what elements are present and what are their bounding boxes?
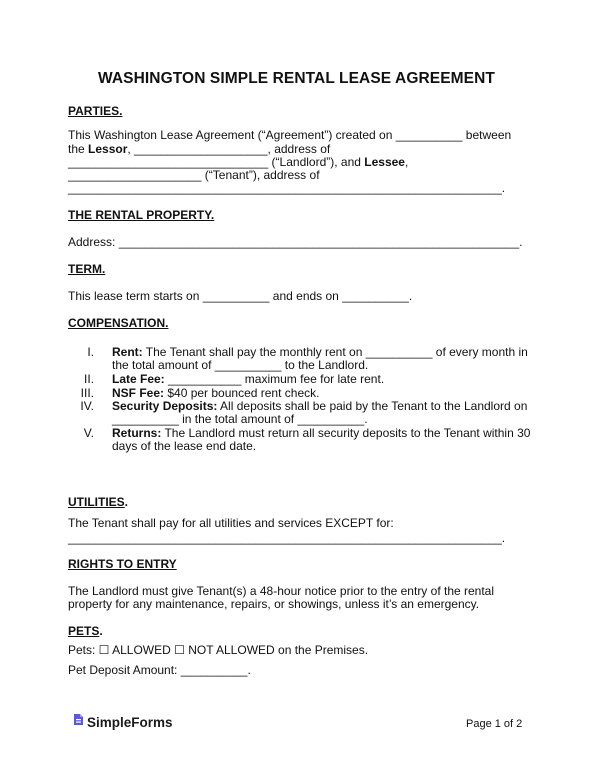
rights-to-entry-heading: RIGHTS TO ENTRY [68, 557, 177, 571]
list-item: Security Deposits: All deposits shall be paid by the Tenant to the Landlord on [112, 399, 528, 413]
list-item-number: V. [83, 426, 94, 440]
list-item-number: II. [83, 372, 94, 386]
list-item-continuation: days of the lease end date. [112, 439, 257, 453]
pets-heading: PETS [68, 624, 100, 638]
list-item: NSF Fee: $40 per bounced rent check. [112, 386, 320, 400]
utilities-text: The Tenant shall pay for all utilities and services EXCEPT for: [68, 516, 394, 530]
list-item: Returns: The Landlord must return all security deposits to the Tenant within 30 [112, 426, 531, 440]
utilities-heading: UTILITIES [68, 495, 125, 509]
utilities-line: _________________________________________________________________. [68, 531, 506, 545]
term-heading: TERM. [68, 262, 106, 276]
pets-heading-row: PETS. [68, 624, 103, 638]
simpleforms-logo [73, 713, 173, 731]
list-item: Rent: The Tenant shall pay the monthly rent on __________ of every month in [112, 345, 528, 359]
document-title: WASHINGTON SIMPLE RENTAL LEASE AGREEMENT [98, 70, 495, 87]
utilities-heading-row: UTILITIES. [68, 495, 129, 509]
pet-deposit-amount: Pet Deposit Amount: __________. [68, 663, 251, 677]
parties-line-1: This Washington Lease Agreement (“Agreement”) created on __________ between [68, 128, 512, 142]
list-item-number: IV. [80, 399, 94, 413]
parties-line-2: the Lessor, ____________________, address of [68, 142, 331, 156]
rental-property-address: Address: ____________________________________________________________. [68, 235, 523, 249]
pets-options: Pets: ☐ ALLOWED ☐ NOT ALLOWED on the Premises. [68, 643, 369, 657]
list-item-number: III. [80, 386, 94, 400]
compensation-heading: COMPENSATION. [68, 316, 169, 330]
rights-to-entry-line-2: property for any maintenance, repairs, or showings, unless it’s an emergency. [68, 597, 480, 611]
list-item: Late Fee: ___________ maximum fee for late rent. [112, 372, 385, 386]
parties-line-3: ______________________________ (“Landlord”), and Lessee, [68, 155, 409, 169]
parties-line-4: ____________________ (“Tenant”), address of [68, 168, 320, 182]
parties-heading: PARTIES. [68, 104, 123, 118]
term-text: This lease term starts on __________ and ends on __________. [68, 289, 413, 303]
list-item-continuation: __________ in the total amount of __________. [112, 412, 368, 426]
list-item-continuation: the total amount of __________ to the Landlord. [112, 358, 369, 372]
rental-property-heading: THE RENTAL PROPERTY. [68, 208, 215, 222]
parties-line-5: _________________________________________________________________. [68, 181, 506, 195]
document-icon [73, 713, 84, 731]
page-number: Page 1 of 2 [466, 718, 523, 730]
list-item-number: I. [87, 345, 94, 359]
rights-to-entry-line-1: The Landlord must give Tenant(s) a 48-hour notice prior to the entry of the rental [68, 584, 495, 598]
brand-name: SimpleForms [87, 714, 173, 730]
